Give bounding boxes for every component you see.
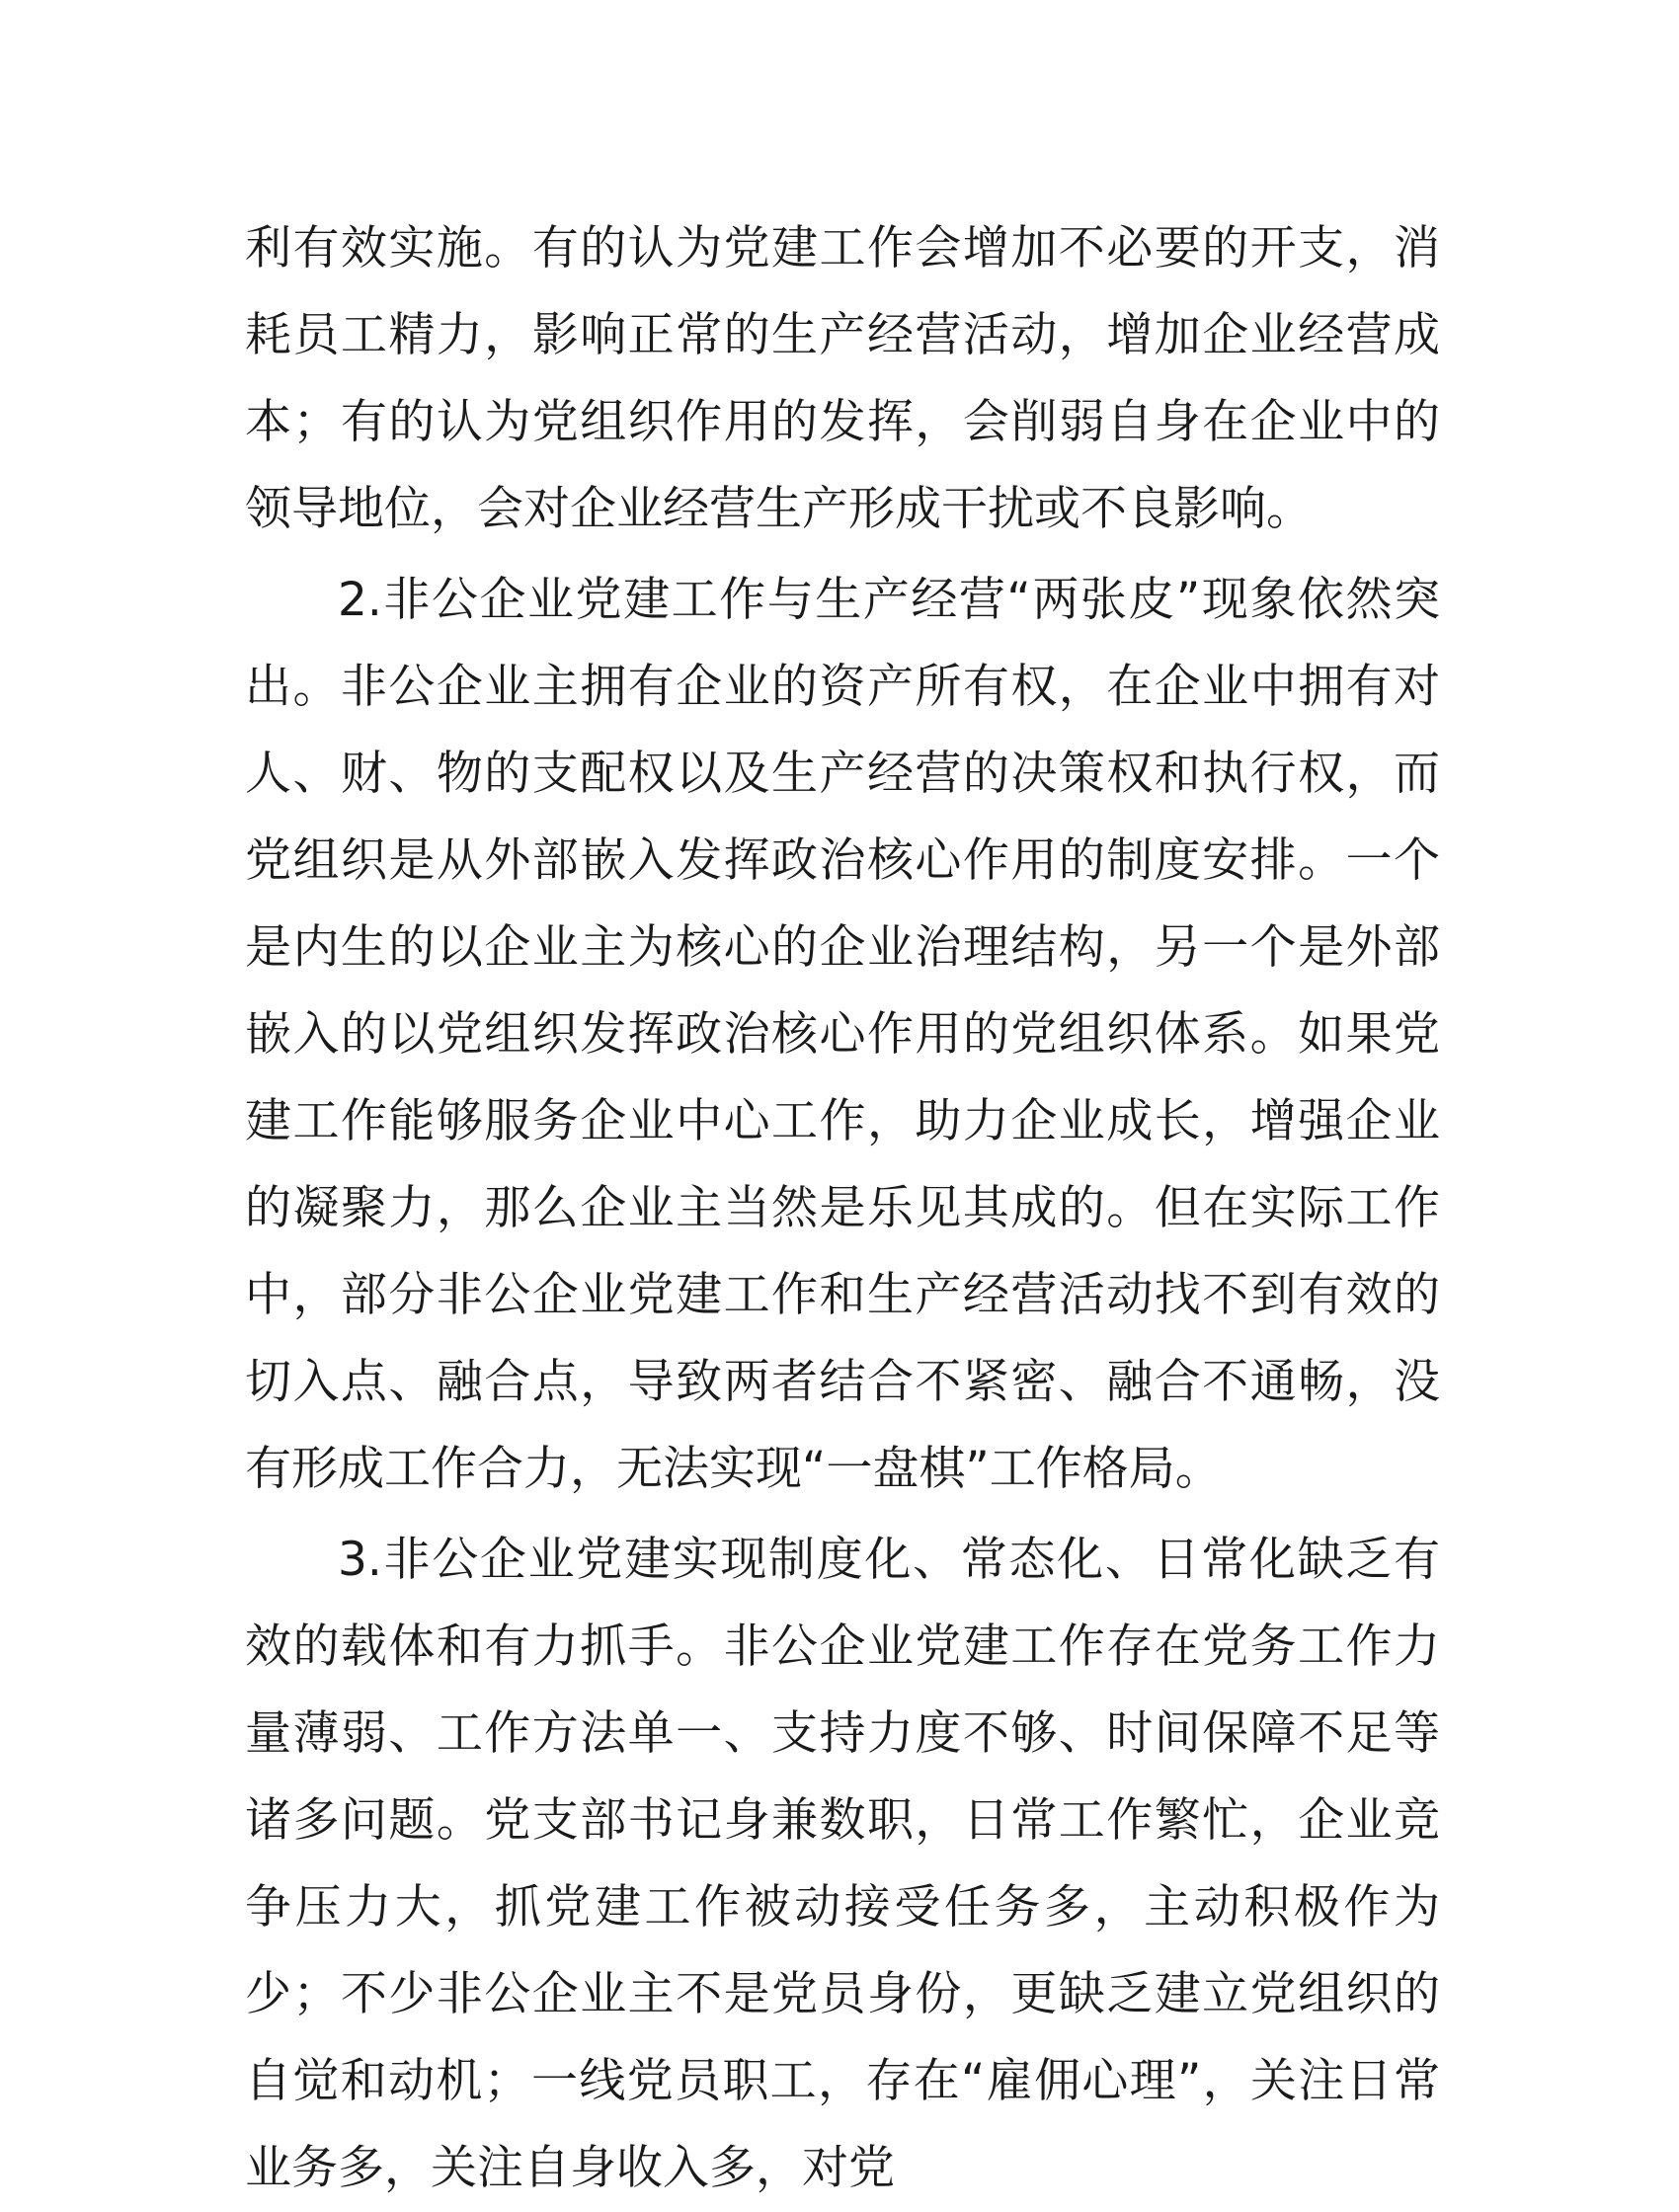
body-text xyxy=(245,205,1440,2212)
paragraph-point-3: 3.非公企业党建实现制度化、常态化、日常化缺乏有效的载体和有力抓手。非公企业党建工作存在党务工作力量薄弱、工作方法单一、支持力度不够、时间保障不足等诸多问题。党支部书记身兼数职，日常工作繁忙，企业竞争压力大，抓党建工作被动接受任务多，主动积极作为少；不少非公企业主不是党员身份，更缺乏建立党组织的自觉和动机；一线党员职工，存在“雇佣心理”，关注日常业务多，关注自身收入多，对党 xyxy=(245,1533,1440,2195)
paragraph-point-2: 2.非公企业党建工作与生产经营“两张皮”现象依然突出。非公企业主拥有企业的资产所有权，在企业中拥有对人、财、物的支配权以及生产经营的决策权和执行权，而党组织是从外部嵌入发挥政治核心作用的制度安排。一个是内生的以企业主为核心的企业治理结构，另一个是外部嵌入的以党组织发挥政治核心作用的党组织体系。如果党建工作能够服务企业中心工作，助力企业成长，增强企业的凝聚力，那么企业主当然是乐见其成的。但在实际工作中，部分非公企业党建工作和生产经营活动找不到有效的切入点、融合点，导致两者结合不紧密、融合不通畅，没有形成工作合力，无法实现“一盘棋”工作格局。 xyxy=(245,573,1440,1496)
paragraph-continuation: 利有效实施。有的认为党建工作会增加不必要的开支，消耗员工精力，影响正常的生产经营活动，增加企业经营成本；有的认为党组织作用的发挥，会削弱自身在企业中的领导地位，会对企业经营生产形成干扰或不良影响。 xyxy=(245,221,1440,536)
